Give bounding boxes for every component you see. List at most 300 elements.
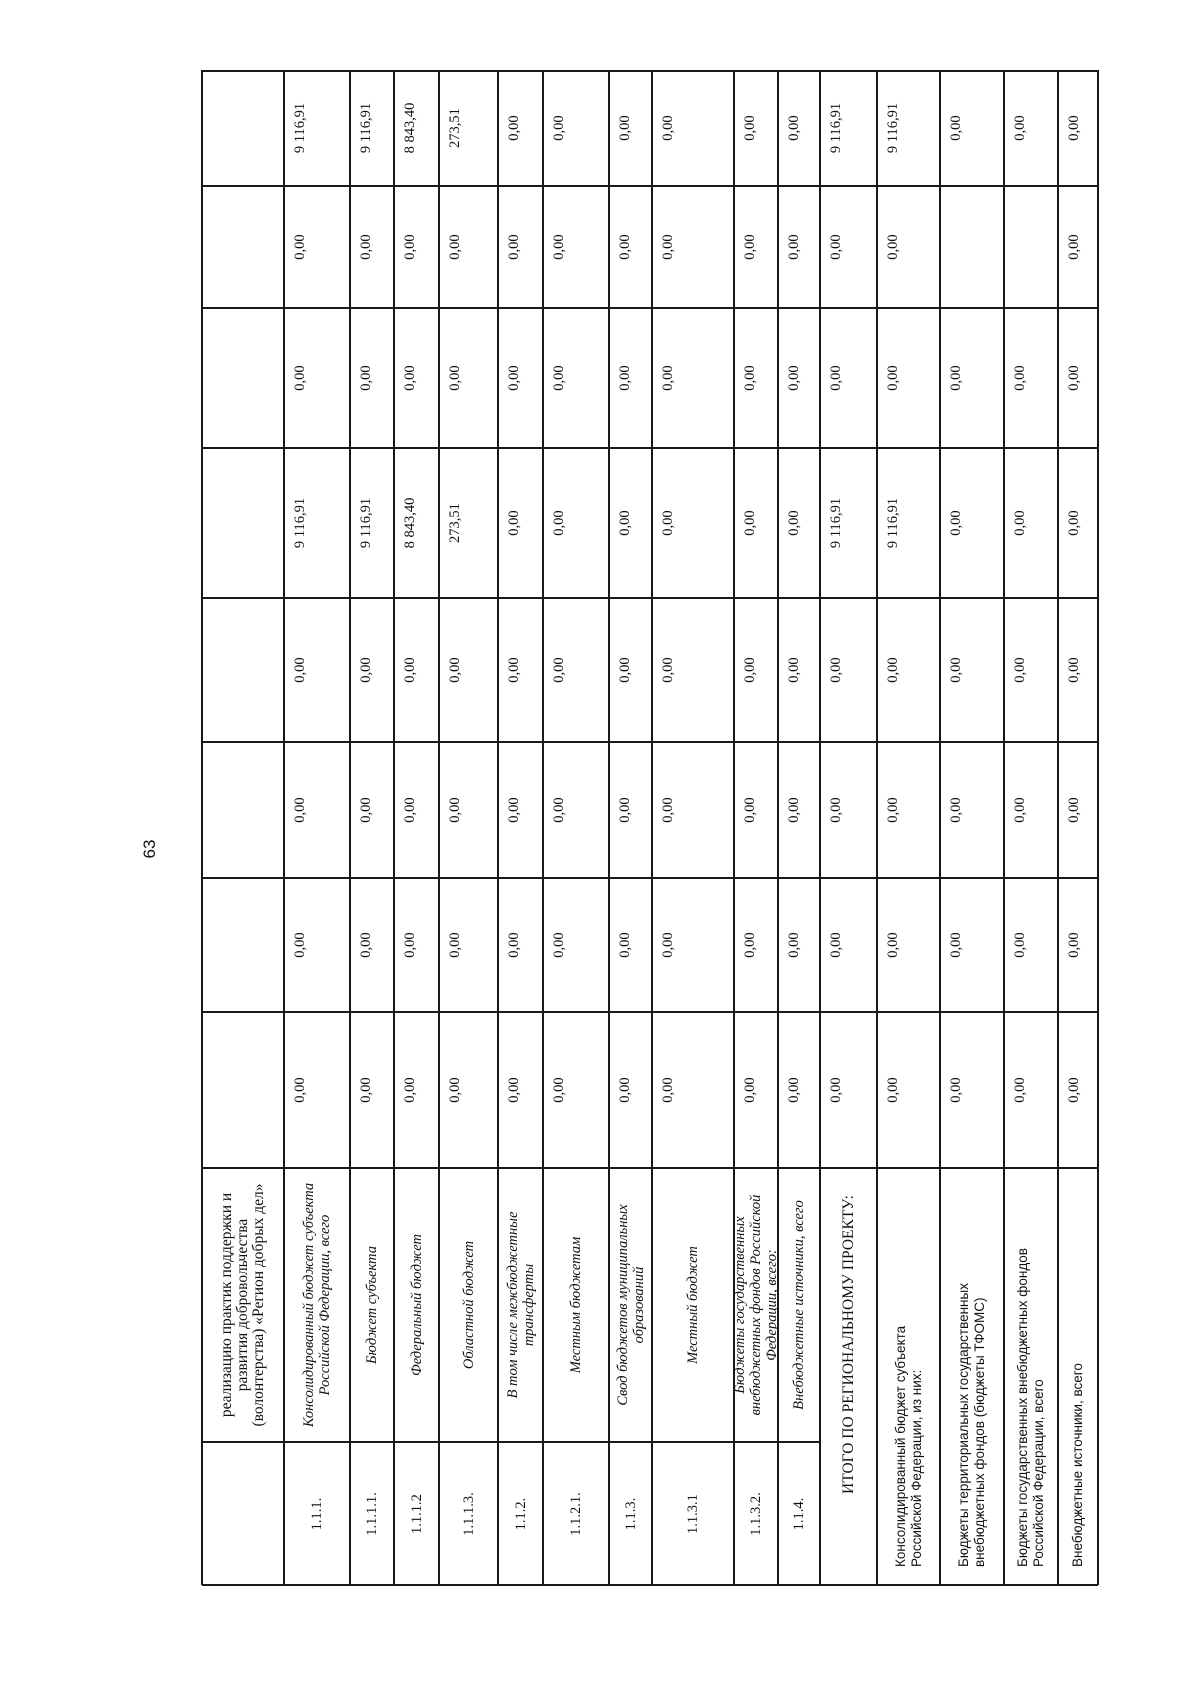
column-separator [439, 1167, 498, 1169]
column-separator [940, 185, 1004, 187]
value-cell: 0,00 [1066, 115, 1082, 141]
row-code: 1.1.2.1. [568, 1491, 584, 1536]
value-cell: 0,00 [1012, 365, 1028, 391]
value-cell: 0,00 [786, 932, 802, 958]
value-cell: 0,00 [885, 797, 901, 823]
row-label-line: Областной бюджет [460, 1240, 477, 1370]
row-label-line: Бюджеты государственных [732, 1216, 748, 1394]
value-cell: 0,00 [828, 1077, 844, 1103]
column-separator [498, 1011, 543, 1013]
row-label [301, 1175, 333, 1435]
column-separator [734, 877, 778, 879]
value-cell: 0,00 [551, 1077, 567, 1103]
column-separator [1004, 597, 1058, 599]
column-separator [439, 597, 498, 599]
value-cell: 0,00 [358, 234, 374, 260]
column-separator [1004, 1011, 1058, 1013]
column-separator [877, 447, 940, 449]
column-separator [820, 741, 877, 743]
row-label [732, 1175, 780, 1435]
column-separator [734, 185, 778, 187]
row-separator [349, 70, 351, 1585]
value-cell: 0,00 [948, 657, 964, 683]
column-separator [877, 597, 940, 599]
column-separator [1058, 1167, 1098, 1169]
row-code: 1.1.1.2 [408, 1493, 425, 1534]
value-cell: 0,00 [742, 234, 758, 260]
column-separator [1058, 597, 1098, 599]
column-separator [778, 185, 820, 187]
value-cell: 9 116,91 [358, 102, 374, 154]
value-cell: 0,00 [885, 234, 901, 260]
value-cell: 0,00 [292, 365, 308, 391]
column-separator [394, 877, 439, 879]
row-label-line: Местным бюджетам [568, 1236, 584, 1374]
column-separator [1004, 185, 1058, 187]
column-separator [439, 447, 498, 449]
value-cell: 0,00 [1066, 797, 1082, 823]
column-separator [350, 877, 394, 879]
column-separator [1004, 1167, 1058, 1169]
value-cell: 0,00 [948, 510, 964, 536]
column-separator [652, 1441, 734, 1443]
summary-label-line: внебюджетных фондов (бюджеты ТФОМС) [972, 1297, 987, 1567]
value-cell: 0,00 [660, 932, 676, 958]
column-separator [543, 741, 609, 743]
column-separator [609, 307, 652, 309]
column-separator [778, 597, 820, 599]
column-separator [652, 307, 734, 309]
value-cell: 0,00 [828, 797, 844, 823]
column-separator [609, 185, 652, 187]
value-cell: 0,00 [786, 234, 802, 260]
value-cell: 9 116,91 [885, 102, 901, 154]
column-separator [439, 1441, 498, 1443]
row-label [219, 1175, 267, 1435]
row-separator [939, 70, 941, 1585]
column-separator [543, 877, 609, 879]
value-cell: 0,00 [885, 1077, 901, 1103]
value-cell: 0,00 [742, 365, 758, 391]
row-label-line: Российской Федерации, всего [317, 1214, 333, 1396]
value-cell: 0,00 [617, 365, 633, 391]
value-cell: 0,00 [617, 510, 633, 536]
value-cell: 0,00 [447, 234, 463, 260]
column-separator [498, 1441, 543, 1443]
value-cell: 0,00 [828, 657, 844, 683]
value-cell: 0,00 [551, 932, 567, 958]
row-label [791, 1175, 807, 1435]
value-cell: 0,00 [617, 115, 633, 141]
value-cell: 0,00 [292, 797, 308, 823]
value-cell: 0,00 [1012, 932, 1028, 958]
column-separator [778, 877, 820, 879]
value-cell: 0,00 [828, 234, 844, 260]
column-separator [202, 1011, 284, 1013]
value-cell: 0,00 [1066, 932, 1082, 958]
row-separator [876, 70, 878, 1585]
row-label-line: Бюджет субъекта [364, 1246, 380, 1364]
value-cell: 0,00 [1012, 1077, 1028, 1103]
value-cell: 0,00 [617, 797, 633, 823]
column-separator [940, 877, 1004, 879]
column-separator [1058, 741, 1098, 743]
column-separator [284, 877, 350, 879]
column-separator [820, 597, 877, 599]
value-cell: 0,00 [1066, 657, 1082, 683]
column-separator [394, 185, 439, 187]
row-separator [1057, 70, 1059, 1585]
column-separator [1058, 185, 1098, 187]
value-cell: 0,00 [447, 1077, 463, 1103]
value-cell: 0,00 [402, 1077, 418, 1103]
page-number: 63 [140, 839, 159, 859]
row-separator [608, 70, 610, 1585]
value-cell: 0,00 [660, 1077, 676, 1103]
value-cell: 0,00 [1066, 510, 1082, 536]
column-separator [652, 1011, 734, 1013]
value-cell: 0,00 [786, 365, 802, 391]
column-separator [350, 447, 394, 449]
value-cell: 0,00 [786, 115, 802, 141]
column-separator [820, 1011, 877, 1013]
value-cell: 0,00 [551, 657, 567, 683]
column-separator [820, 307, 877, 309]
table-border-bottom [202, 1584, 1098, 1586]
column-separator [350, 1011, 394, 1013]
value-cell: 0,00 [786, 657, 802, 683]
value-cell: 8 843,40 [402, 497, 418, 549]
column-separator [940, 447, 1004, 449]
value-cell: 0,00 [1012, 115, 1028, 141]
column-separator [820, 185, 877, 187]
column-separator [652, 185, 734, 187]
column-separator [734, 597, 778, 599]
row-separator [651, 70, 653, 1585]
value-cell: 0,00 [742, 657, 758, 683]
value-cell: 0,00 [447, 797, 463, 823]
value-cell: 0,00 [402, 365, 418, 391]
column-separator [1004, 877, 1058, 879]
value-cell: 0,00 [617, 932, 633, 958]
column-separator [877, 1167, 940, 1169]
value-cell: 0,00 [885, 365, 901, 391]
value-cell: 0,00 [402, 657, 418, 683]
column-separator [284, 1167, 350, 1169]
value-cell: 0,00 [447, 365, 463, 391]
summary-label [1015, 1187, 1047, 1567]
value-cell: 0,00 [506, 657, 522, 683]
column-separator [1058, 877, 1098, 879]
column-separator [940, 1011, 1004, 1013]
value-cell: 0,00 [551, 115, 567, 141]
value-cell: 0,00 [1066, 365, 1082, 391]
value-cell: 0,00 [292, 657, 308, 683]
column-separator [350, 741, 394, 743]
value-cell: 9 116,91 [828, 102, 844, 154]
column-separator [439, 185, 498, 187]
column-separator [498, 877, 543, 879]
value-cell: 0,00 [1012, 797, 1028, 823]
value-cell: 0,00 [292, 1077, 308, 1103]
row-label [685, 1175, 701, 1435]
value-cell: 0,00 [948, 797, 964, 823]
row-separator [542, 70, 544, 1585]
summary-label-line: Российской Федерации, из них: [908, 1369, 924, 1567]
value-cell: 0,00 [742, 797, 758, 823]
column-separator [778, 741, 820, 743]
column-separator [498, 1167, 543, 1169]
value-cell: 0,00 [1012, 657, 1028, 683]
column-separator [734, 1011, 778, 1013]
value-cell: 0,00 [551, 797, 567, 823]
value-cell: 0,00 [358, 797, 374, 823]
value-cell: 0,00 [402, 234, 418, 260]
row-label-line: внебюджетных фондов Российской [748, 1194, 764, 1416]
summary-label [841, 1195, 857, 1575]
column-separator [284, 307, 350, 309]
row-label-line: трансферты [520, 1263, 537, 1347]
row-label-line: образований [630, 1266, 647, 1344]
row-label-line: развития добровольчества [234, 1218, 251, 1392]
value-cell: 0,00 [292, 234, 308, 260]
row-code: 1.1.1.1. [364, 1491, 380, 1536]
column-separator [652, 447, 734, 449]
column-separator [543, 307, 609, 309]
column-separator [734, 1441, 778, 1443]
value-cell: 0,00 [358, 932, 374, 958]
value-cell: 0,00 [358, 365, 374, 391]
column-separator [202, 741, 284, 743]
column-separator [1058, 1011, 1098, 1013]
value-cell: 0,00 [828, 365, 844, 391]
column-separator [734, 447, 778, 449]
table-border-right [1097, 70, 1099, 1585]
value-cell: 0,00 [617, 234, 633, 260]
column-separator [877, 877, 940, 879]
column-separator [609, 1441, 652, 1443]
value-cell: 0,00 [1066, 234, 1082, 260]
column-separator [734, 741, 778, 743]
column-separator [609, 741, 652, 743]
column-separator [394, 1167, 439, 1169]
column-separator [498, 185, 543, 187]
column-separator [284, 1441, 350, 1443]
column-separator [1058, 307, 1098, 309]
column-separator [1004, 741, 1058, 743]
summary-label-line: Бюджеты государственных внебюджетных фондов [1015, 1247, 1030, 1567]
column-separator [543, 447, 609, 449]
value-cell: 9 116,91 [292, 497, 308, 549]
column-separator [202, 447, 284, 449]
row-code: 1.1.2. [512, 1497, 529, 1530]
row-separator [393, 70, 395, 1585]
table-border-top [202, 70, 1098, 72]
column-separator [202, 1167, 284, 1169]
column-separator [202, 307, 284, 309]
value-cell: 0,00 [742, 115, 758, 141]
column-separator [350, 1441, 394, 1443]
value-cell: 0,00 [948, 115, 964, 141]
row-label-line: Федерации, всего: [764, 1249, 780, 1361]
value-cell: 0,00 [1012, 510, 1028, 536]
value-cell: 0,00 [506, 1077, 522, 1103]
column-separator [940, 741, 1004, 743]
summary-label-line: Консолидированный бюджет субъекта [892, 1325, 908, 1567]
column-separator [543, 1011, 609, 1013]
column-separator [202, 185, 284, 187]
value-cell: 0,00 [948, 932, 964, 958]
value-cell: 0,00 [292, 932, 308, 958]
column-separator [820, 447, 877, 449]
row-label-line: реализацию практик поддержки и [218, 1192, 235, 1418]
row-label [364, 1175, 380, 1435]
value-cell: 0,00 [506, 797, 522, 823]
summary-label [893, 1187, 925, 1567]
column-separator [820, 877, 877, 879]
value-cell: 0,00 [660, 510, 676, 536]
value-cell: 0,00 [660, 797, 676, 823]
value-cell: 0,00 [358, 657, 374, 683]
column-separator [284, 185, 350, 187]
column-separator [284, 741, 350, 743]
column-separator [498, 597, 543, 599]
column-separator [439, 877, 498, 879]
value-cell: 0,00 [506, 365, 522, 391]
value-cell: 0,00 [617, 1077, 633, 1103]
column-separator [609, 447, 652, 449]
column-separator [877, 1011, 940, 1013]
column-separator [543, 185, 609, 187]
row-separator [438, 70, 440, 1585]
row-code: 1.1.4. [791, 1497, 807, 1530]
column-separator [350, 597, 394, 599]
column-separator [284, 447, 350, 449]
column-separator [652, 741, 734, 743]
row-label-line: Местный бюджет [685, 1246, 701, 1364]
column-separator [1004, 447, 1058, 449]
column-separator [543, 1167, 609, 1169]
column-separator [652, 877, 734, 879]
column-separator [609, 877, 652, 879]
value-cell: 0,00 [402, 932, 418, 958]
row-code: 1.1.1. [309, 1497, 325, 1530]
column-separator [877, 307, 940, 309]
value-cell: 0,00 [885, 657, 901, 683]
column-separator [1004, 307, 1058, 309]
row-label [568, 1175, 584, 1435]
column-separator [202, 877, 284, 879]
column-separator [543, 597, 609, 599]
value-cell: 0,00 [786, 1077, 802, 1103]
value-cell: 0,00 [506, 932, 522, 958]
row-separator [1003, 70, 1005, 1585]
row-label [615, 1175, 647, 1435]
value-cell: 9 116,91 [292, 102, 308, 154]
column-separator [877, 185, 940, 187]
column-separator [820, 1167, 877, 1169]
column-separator [394, 307, 439, 309]
summary-label-line: Внебюджетные источники, всего [1070, 1362, 1085, 1567]
column-separator [498, 447, 543, 449]
column-separator [778, 1167, 820, 1169]
row-label [505, 1175, 537, 1435]
row-separator [819, 70, 821, 1585]
summary-label-line: Российской Федерации, всего [1031, 1378, 1046, 1567]
column-separator [778, 1441, 820, 1443]
row-label-line: Федеральный бюджет [408, 1234, 425, 1376]
column-separator [394, 597, 439, 599]
value-cell: 0,00 [828, 932, 844, 958]
value-cell: 0,00 [742, 510, 758, 536]
row-label-line: (волонтерства) «Регион добрых дел» [250, 1183, 267, 1427]
value-cell: 0,00 [1066, 1077, 1082, 1103]
column-separator [778, 1011, 820, 1013]
column-separator [877, 741, 940, 743]
column-separator [778, 447, 820, 449]
column-separator [498, 741, 543, 743]
column-separator [1058, 447, 1098, 449]
value-cell: 0,00 [506, 115, 522, 141]
value-cell: 0,00 [447, 657, 463, 683]
row-code: 1.1.1.3. [460, 1491, 477, 1536]
value-cell: 0,00 [742, 932, 758, 958]
row-code: 1.1.3. [622, 1497, 639, 1530]
column-separator [734, 1167, 778, 1169]
summary-label [1070, 1187, 1086, 1567]
value-cell: 9 116,91 [828, 497, 844, 549]
value-cell: 0,00 [948, 365, 964, 391]
column-separator [940, 597, 1004, 599]
column-separator [202, 1441, 284, 1443]
column-separator [284, 597, 350, 599]
value-cell: 9 116,91 [885, 497, 901, 549]
value-cell: 0,00 [742, 1077, 758, 1103]
column-separator [439, 307, 498, 309]
row-code: 1.1.3.2. [748, 1491, 764, 1536]
summary-label [956, 1187, 988, 1567]
value-cell: 0,00 [551, 510, 567, 536]
value-cell: 0,00 [358, 1077, 374, 1103]
summary-label-line: Бюджеты территориальных государственных [956, 1282, 971, 1567]
row-separator [497, 70, 499, 1585]
value-cell: 273,51 [447, 108, 463, 148]
value-cell: 0,00 [551, 365, 567, 391]
row-code: 1.1.3.1 [685, 1493, 701, 1534]
value-cell: 0,00 [948, 1077, 964, 1103]
column-separator [734, 307, 778, 309]
value-cell: 0,00 [660, 234, 676, 260]
row-separator [283, 70, 285, 1585]
column-separator [609, 1167, 652, 1169]
column-separator [609, 1011, 652, 1013]
column-separator [543, 1441, 609, 1443]
column-separator [778, 307, 820, 309]
table-border-left [201, 70, 203, 1585]
column-separator [394, 447, 439, 449]
column-separator [439, 741, 498, 743]
column-separator [652, 597, 734, 599]
value-cell: 0,00 [660, 657, 676, 683]
value-cell: 0,00 [506, 234, 522, 260]
column-separator [350, 185, 394, 187]
row-label-line: Свод бюджетов муниципальных [614, 1204, 631, 1406]
row-label [409, 1175, 425, 1435]
column-separator [394, 741, 439, 743]
value-cell: 0,00 [786, 797, 802, 823]
column-separator [609, 597, 652, 599]
column-separator [498, 307, 543, 309]
